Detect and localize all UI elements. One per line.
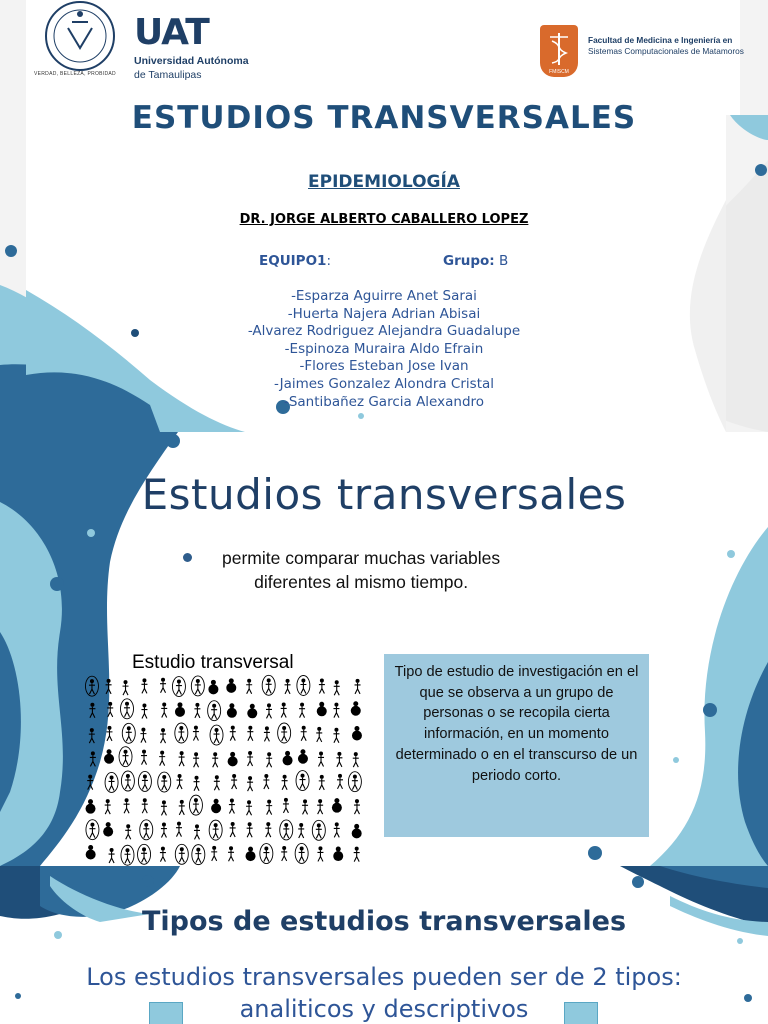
person-icon — [193, 726, 199, 741]
person-icon — [280, 820, 293, 840]
team-member: -Santibañez Garcia Alexandro — [283, 393, 485, 410]
faculty-shield-logo — [540, 25, 578, 77]
person-icon — [211, 846, 217, 861]
person-icon — [109, 848, 115, 863]
faculty-badge-text: FMISCM — [549, 69, 569, 75]
person-icon — [192, 845, 205, 865]
person-icon — [353, 752, 359, 767]
subject-name: EPIDEMIOLOGÍA — [308, 172, 460, 192]
person-icon — [90, 751, 96, 766]
person-icon — [176, 822, 182, 837]
person-icon — [103, 822, 113, 837]
person-icon — [298, 823, 304, 838]
team-member: -Alvarez Rodriguez Alejandra Guadalupe — [247, 323, 521, 340]
person-icon — [312, 820, 325, 840]
person-icon — [193, 752, 199, 767]
person-icon — [266, 703, 272, 718]
type-box-left — [149, 1002, 183, 1024]
bullet-line: permite comparar muchas variables — [222, 548, 501, 568]
definition-slide — [0, 432, 768, 866]
person-icon — [281, 846, 287, 861]
person-icon — [161, 823, 167, 838]
person-icon — [141, 678, 147, 693]
definition-box: Tipo de estudio de investigación en el que se observa a un grupo de personas o se recopila cierta información, en un momento determinado o en el transcurso de un periodo corto. — [384, 654, 649, 837]
person-icon — [106, 726, 112, 741]
person-icon — [175, 723, 188, 743]
university-seal-logo — [38, 0, 122, 80]
team-member: -Flores Esteban Jose Ivan — [299, 358, 469, 375]
person-icon — [230, 822, 236, 837]
person-icon — [161, 702, 167, 717]
person-icon — [348, 772, 361, 792]
person-icon — [194, 776, 200, 791]
team-info — [259, 253, 331, 269]
person-icon — [105, 799, 111, 814]
person-icon — [332, 798, 342, 813]
person-icon — [160, 728, 166, 743]
person-icon — [125, 824, 131, 839]
team-member: -Huerta Najera Adrian Abisai — [287, 305, 481, 322]
person-icon — [141, 704, 147, 719]
caduceus-icon — [540, 29, 578, 69]
person-icon — [246, 679, 252, 694]
group-value: B — [498, 253, 509, 269]
person-icon — [317, 799, 323, 814]
uat-logo-letters: UAT — [134, 12, 209, 53]
person-icon — [302, 799, 308, 814]
person-icon — [337, 774, 343, 789]
person-icon — [107, 702, 113, 717]
population-figure — [84, 674, 364, 866]
person-icon — [352, 824, 362, 839]
person-icon — [247, 751, 253, 766]
person-icon — [106, 679, 112, 694]
faculty-name-line2: Sistemas Computacionales de Matamoros — [588, 46, 744, 56]
person-icon — [121, 845, 134, 865]
person-icon — [299, 703, 305, 718]
person-icon — [211, 799, 221, 814]
team-label: EQUIPO1 — [259, 253, 327, 269]
person-icon — [210, 725, 223, 745]
figure-title: Estudio transversal — [132, 652, 294, 673]
person-icon — [172, 677, 185, 697]
person-icon — [160, 678, 166, 693]
person-icon — [285, 679, 291, 694]
person-icon — [123, 680, 129, 695]
person-icon — [298, 749, 308, 764]
person-icon — [278, 723, 291, 743]
team-colon: : — [326, 253, 332, 269]
slide-title: Tipos de estudios transversales — [141, 906, 627, 937]
team-member: -Espinoza Muraira Aldo Efrain — [284, 340, 484, 357]
person-icon — [334, 680, 340, 695]
person-icon — [161, 800, 167, 815]
person-icon — [319, 775, 325, 790]
person-icon — [264, 726, 270, 741]
bullet-line: diferentes al mismo tiempo. — [254, 572, 469, 592]
slide-title: Estudios transversales — [141, 470, 627, 519]
person-icon — [105, 772, 118, 792]
person-icon — [104, 749, 114, 764]
person-icon — [355, 679, 361, 694]
types-line: analiticos y descriptivos — [239, 995, 529, 1023]
person-icon — [122, 723, 135, 743]
group-info — [443, 253, 508, 269]
cover-slide — [0, 0, 768, 432]
person-icon — [246, 847, 256, 862]
person-icon — [295, 843, 308, 863]
person-icon — [317, 846, 323, 861]
person-icon — [319, 679, 325, 694]
person-icon — [141, 750, 147, 765]
person-icon — [334, 822, 340, 837]
person-icon — [336, 752, 342, 767]
person-icon — [228, 752, 238, 767]
person-icon — [352, 726, 362, 741]
person-icon — [87, 775, 93, 790]
person-icon — [247, 704, 257, 719]
team-member: -Jaimes Gonzalez Alondra Cristal — [273, 375, 495, 392]
person-icon — [262, 675, 275, 695]
person-icon — [354, 847, 360, 862]
person-icon — [333, 728, 339, 743]
person-icon — [208, 680, 218, 695]
person-icon — [333, 703, 339, 718]
person-icon — [89, 728, 95, 743]
person-icon — [140, 820, 153, 840]
person-icon — [283, 751, 293, 766]
type-box-right — [564, 1002, 598, 1024]
bullet-text — [222, 546, 500, 594]
person-icon — [227, 703, 237, 718]
person-icon — [208, 701, 221, 721]
person-icon — [89, 703, 95, 718]
person-icon — [282, 775, 288, 790]
person-icon — [138, 771, 151, 791]
uat-name-line2: de Tamaulipas — [134, 69, 202, 81]
person-icon — [351, 701, 361, 716]
person-icon — [266, 752, 272, 767]
person-icon — [158, 772, 171, 792]
person-icon — [179, 751, 185, 766]
person-icon — [230, 726, 236, 741]
person-icon — [318, 751, 324, 766]
person-icon — [189, 795, 202, 815]
person-icon — [226, 678, 236, 693]
person-icon — [119, 747, 132, 767]
person-icon — [121, 699, 134, 719]
person-icon — [283, 798, 289, 813]
person-icon — [86, 845, 96, 860]
types-description — [0, 961, 768, 1024]
person-icon — [138, 844, 151, 864]
person-icon — [140, 728, 146, 743]
person-icon — [179, 800, 185, 815]
faculty-name-line1: Facultad de Medicina e Ingeniería en — [588, 35, 733, 45]
person-icon — [194, 703, 200, 718]
person-icon — [142, 798, 148, 813]
person-icon — [316, 727, 322, 742]
person-icon — [159, 751, 165, 766]
person-icon — [214, 775, 220, 790]
person-icon — [265, 822, 271, 837]
person-icon — [263, 774, 269, 789]
person-icon — [301, 726, 307, 741]
team-member: -Esparza Aguirre Anet Sarai — [291, 288, 477, 304]
person-icon — [86, 799, 96, 814]
person-icon — [354, 799, 360, 814]
person-icon — [175, 702, 185, 717]
person-icon — [333, 847, 343, 862]
person-icon — [177, 774, 183, 789]
person-icon — [228, 846, 234, 861]
person-icon — [317, 702, 327, 717]
person-icon — [266, 800, 272, 815]
cover-title: ESTUDIOS TRANSVERSALES — [131, 100, 637, 136]
uat-name-line1: Universidad Autónoma — [134, 55, 249, 67]
person-icon — [247, 822, 253, 837]
person-icon — [191, 676, 204, 696]
person-icon — [85, 676, 98, 696]
person-icon — [281, 702, 287, 717]
bullet-icon — [183, 553, 192, 562]
seal-motto: VERDAD, BELLEZA, PROBIDAD — [34, 71, 116, 77]
teacher-name: DR. JORGE ALBERTO CABALLERO LOPEZ — [239, 212, 529, 227]
person-icon — [86, 820, 99, 840]
person-icon — [160, 847, 166, 862]
person-icon — [124, 798, 130, 813]
person-icon — [121, 771, 134, 791]
person-icon — [212, 752, 218, 767]
person-icon — [260, 844, 273, 864]
person-icon — [296, 771, 309, 791]
types-line: Los estudios transversales pueden ser de 2 tipos: — [86, 963, 682, 991]
person-icon — [194, 824, 200, 839]
person-icon — [231, 774, 237, 789]
person-icon — [247, 776, 253, 791]
person-icon — [297, 675, 310, 695]
team-members-list — [0, 288, 768, 411]
person-icon — [175, 844, 188, 864]
person-icon — [246, 800, 252, 815]
types-slide — [0, 866, 768, 1024]
group-label: Grupo: — [443, 253, 495, 269]
person-icon — [229, 799, 235, 814]
person-icon — [247, 726, 253, 741]
person-icon — [209, 820, 222, 840]
